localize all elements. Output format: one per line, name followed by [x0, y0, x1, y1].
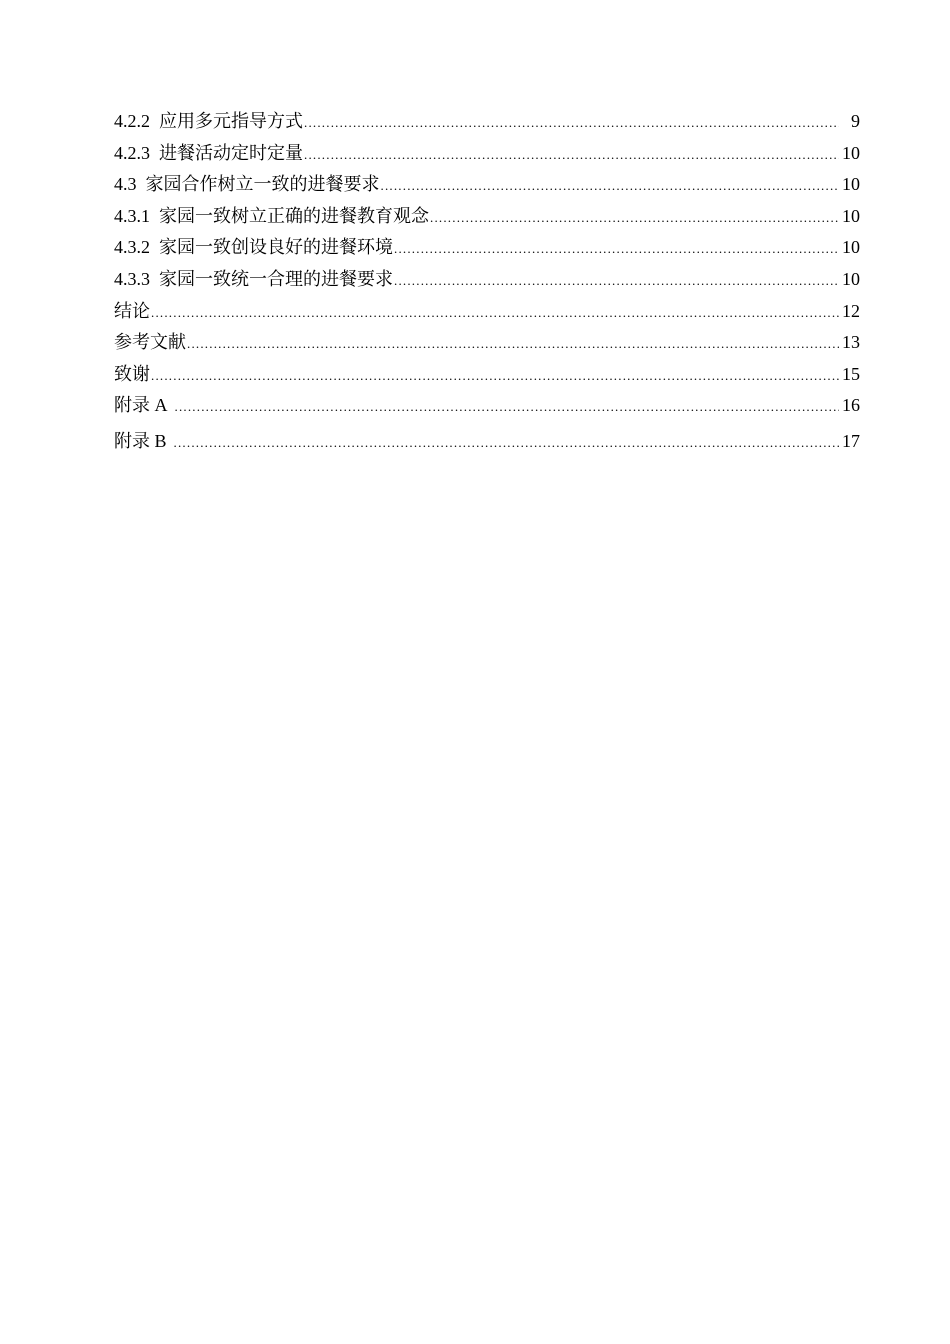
toc-entry-title: 附录 A	[114, 395, 168, 416]
toc-page-number: 10	[842, 237, 860, 258]
toc-dot-leader	[394, 265, 839, 297]
toc-entry-conclusion[interactable]	[114, 296, 860, 328]
toc-entry-title: 应用多元指导方式	[159, 111, 303, 131]
toc-entry-title: 结论	[114, 300, 150, 321]
toc-entry-title: 家园合作树立一致的进餐要求	[145, 174, 380, 195]
toc-dot-leader	[175, 391, 840, 423]
toc-entry-title: 附录 B	[114, 430, 167, 451]
toc-page-number: 9	[851, 111, 860, 131]
toc-page-number: 13	[842, 332, 860, 353]
toc-section-number: 4.3.3	[114, 268, 150, 289]
toc-entry-4-3-2[interactable]	[114, 232, 860, 264]
toc-dot-leader	[304, 107, 839, 139]
toc-entry-appendix-b[interactable]	[114, 426, 860, 458]
toc-entry-4-2-3[interactable]	[114, 138, 860, 170]
toc-page-number: 12	[842, 300, 860, 321]
toc-dot-leader	[174, 427, 839, 459]
toc-dot-leader	[151, 360, 839, 392]
toc-dot-leader	[304, 139, 839, 171]
toc-dot-leader	[381, 170, 840, 202]
toc-entry-references[interactable]	[114, 327, 860, 359]
toc-entry-4-2-2[interactable]	[114, 106, 860, 138]
toc-entry-4-3[interactable]	[114, 169, 860, 201]
toc-page-number: 10	[842, 205, 860, 226]
table-of-contents	[114, 106, 860, 458]
toc-page-number: 16	[842, 395, 860, 416]
toc-dot-leader	[394, 233, 839, 265]
toc-entry-4-3-3[interactable]	[114, 264, 860, 296]
toc-entry-appendix-a[interactable]	[114, 390, 860, 422]
toc-dot-leader	[187, 328, 839, 360]
toc-page-number: 17	[842, 430, 860, 451]
toc-entry-4-3-1[interactable]	[114, 201, 860, 233]
toc-page-number: 15	[842, 363, 860, 384]
toc-entry-title: 家园一致统一合理的进餐要求	[159, 268, 393, 289]
toc-section-number: 4.2.3	[114, 142, 150, 163]
toc-entry-title: 进餐活动定时定量	[159, 142, 303, 163]
toc-page-number: 10	[842, 142, 860, 163]
toc-entry-title: 家园一致创设良好的进餐环境	[159, 237, 393, 258]
toc-page-number: 10	[842, 174, 860, 195]
toc-entry-acknowledgements[interactable]	[114, 359, 860, 391]
toc-dot-leader	[430, 202, 839, 234]
toc-page-number: 10	[842, 268, 860, 289]
toc-entry-title: 家园一致树立正确的进餐教育观念	[159, 205, 429, 226]
toc-section-number: 4.3	[114, 174, 137, 195]
toc-entry-title: 致谢	[114, 363, 150, 384]
toc-section-number: 4.3.2	[114, 237, 150, 258]
toc-section-number: 4.2.2	[114, 111, 150, 131]
toc-section-number: 4.3.1	[114, 205, 150, 226]
toc-entry-title: 参考文献	[114, 332, 186, 353]
toc-dot-leader	[151, 297, 839, 329]
